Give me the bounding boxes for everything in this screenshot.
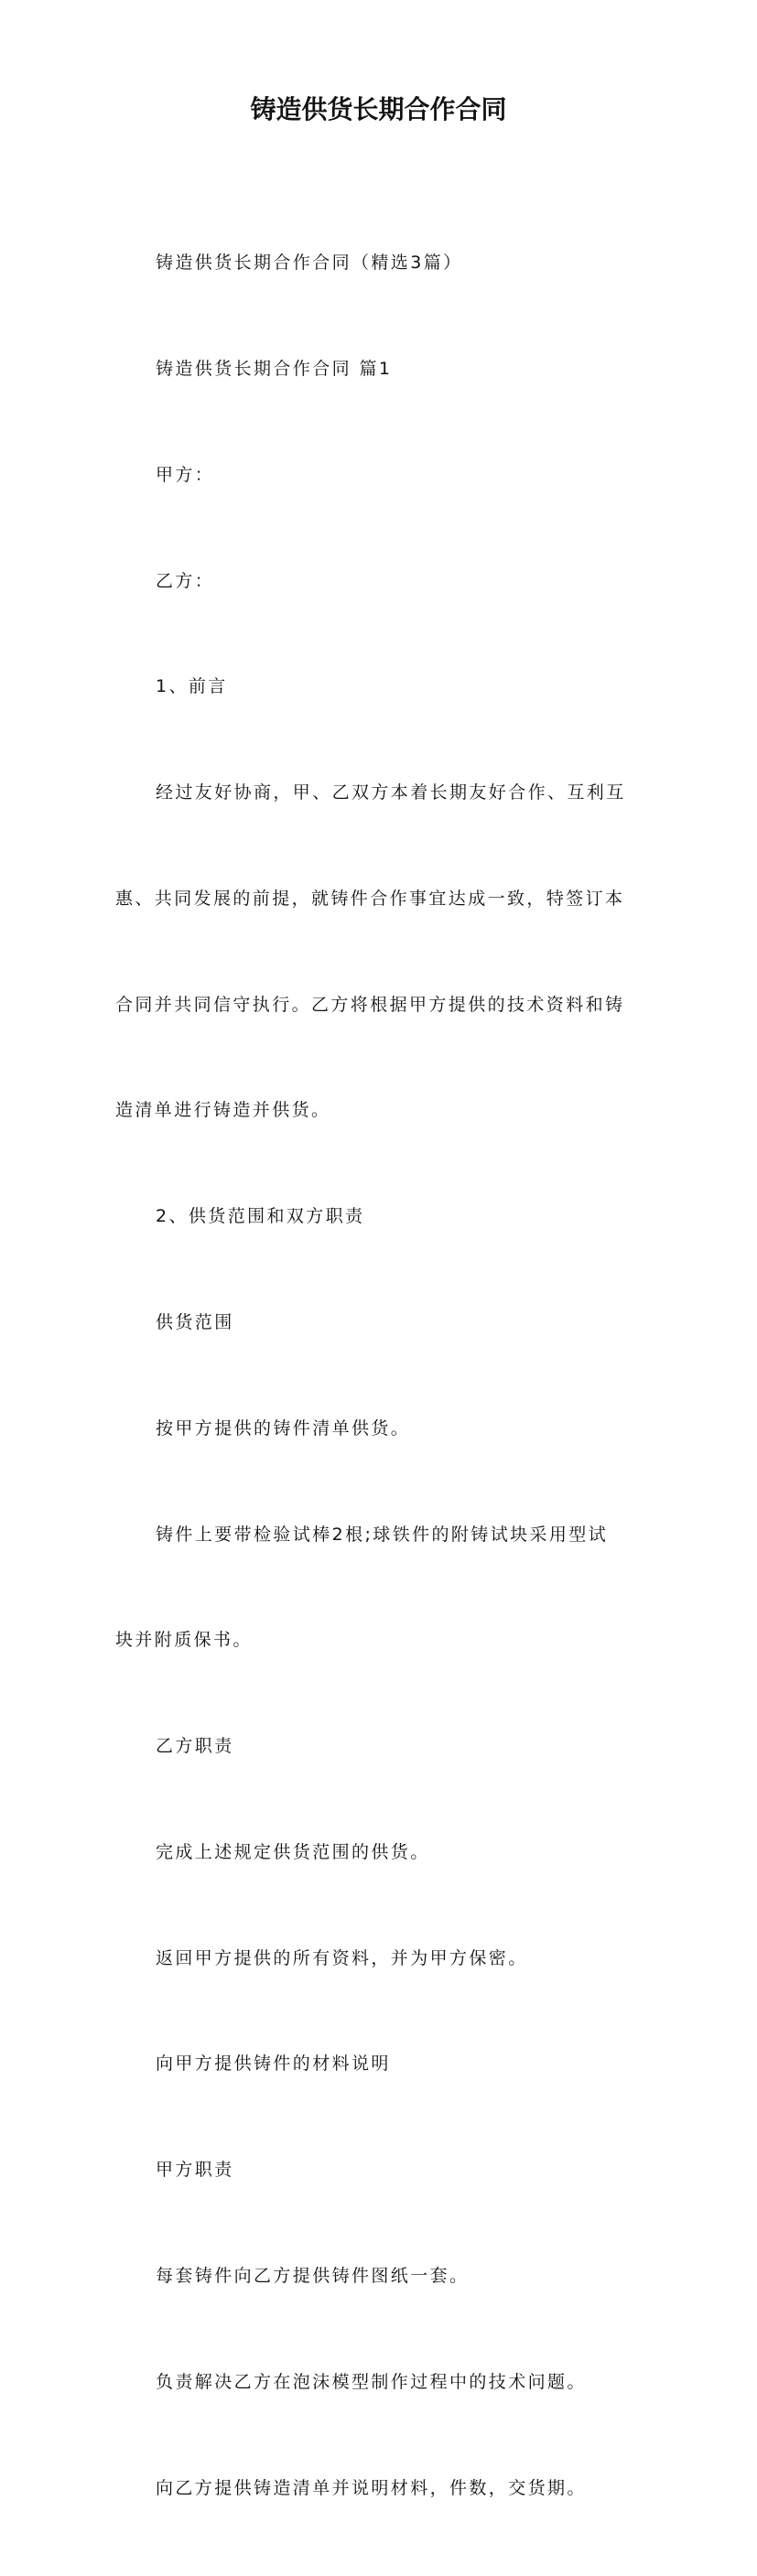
body-line: 甲方： [156, 464, 215, 485]
body-line: 完成上述规定供货范围的供货。 [156, 1841, 430, 1862]
body-line: 块并附质保书。 [115, 1630, 253, 1651]
body-line: 乙方： [156, 570, 215, 591]
body-line: 铸件上要带检验试棒2根;球铁件的附铸试块采用型试 [156, 1524, 609, 1545]
document-title: 铸造供货长期合作合同 [250, 94, 507, 124]
body-line: 铸造供货长期合作合同（精选3篇） [156, 253, 463, 274]
body-line: 合同并共同信守执行。乙方将根据甲方提供的技术资料和铸 [115, 994, 625, 1015]
body-line: 甲方职责 [156, 2160, 234, 2181]
document-body [115, 175, 648, 2576]
body-line: 惠、共同发展的前提，就铸件合作事宜达成一致，特签订本 [115, 888, 625, 909]
body-line: 每套铸件向乙方提供铸件图纸一套。 [156, 2266, 470, 2287]
body-line: 2、供货范围和双方职责 [156, 1206, 365, 1227]
body-line: 乙方职责 [156, 1736, 234, 1757]
body-line: 经过友好协商，甲、乙双方本着长期友好合作、互利互 [156, 782, 626, 803]
body-line: 负责解决乙方在泡沫模型制作过程中的技术问题。 [156, 2371, 587, 2392]
body-line: 1、前言 [156, 676, 228, 697]
body-line: 向甲方提供铸件的材料说明 [156, 2053, 391, 2075]
body-line: 铸造供货长期合作合同 篇1 [156, 358, 393, 379]
body-line: 供货范围 [156, 1312, 234, 1332]
body-line: 向乙方提供铸造清单并说明材料，件数，交货期。 [156, 2477, 587, 2498]
body-line: 返回甲方提供的所有资料，并为甲方保密。 [156, 1947, 528, 1968]
body-line: 按甲方提供的铸件清单供货。 [156, 1417, 411, 1439]
body-line: 造清单进行铸造并供货。 [115, 1100, 331, 1121]
